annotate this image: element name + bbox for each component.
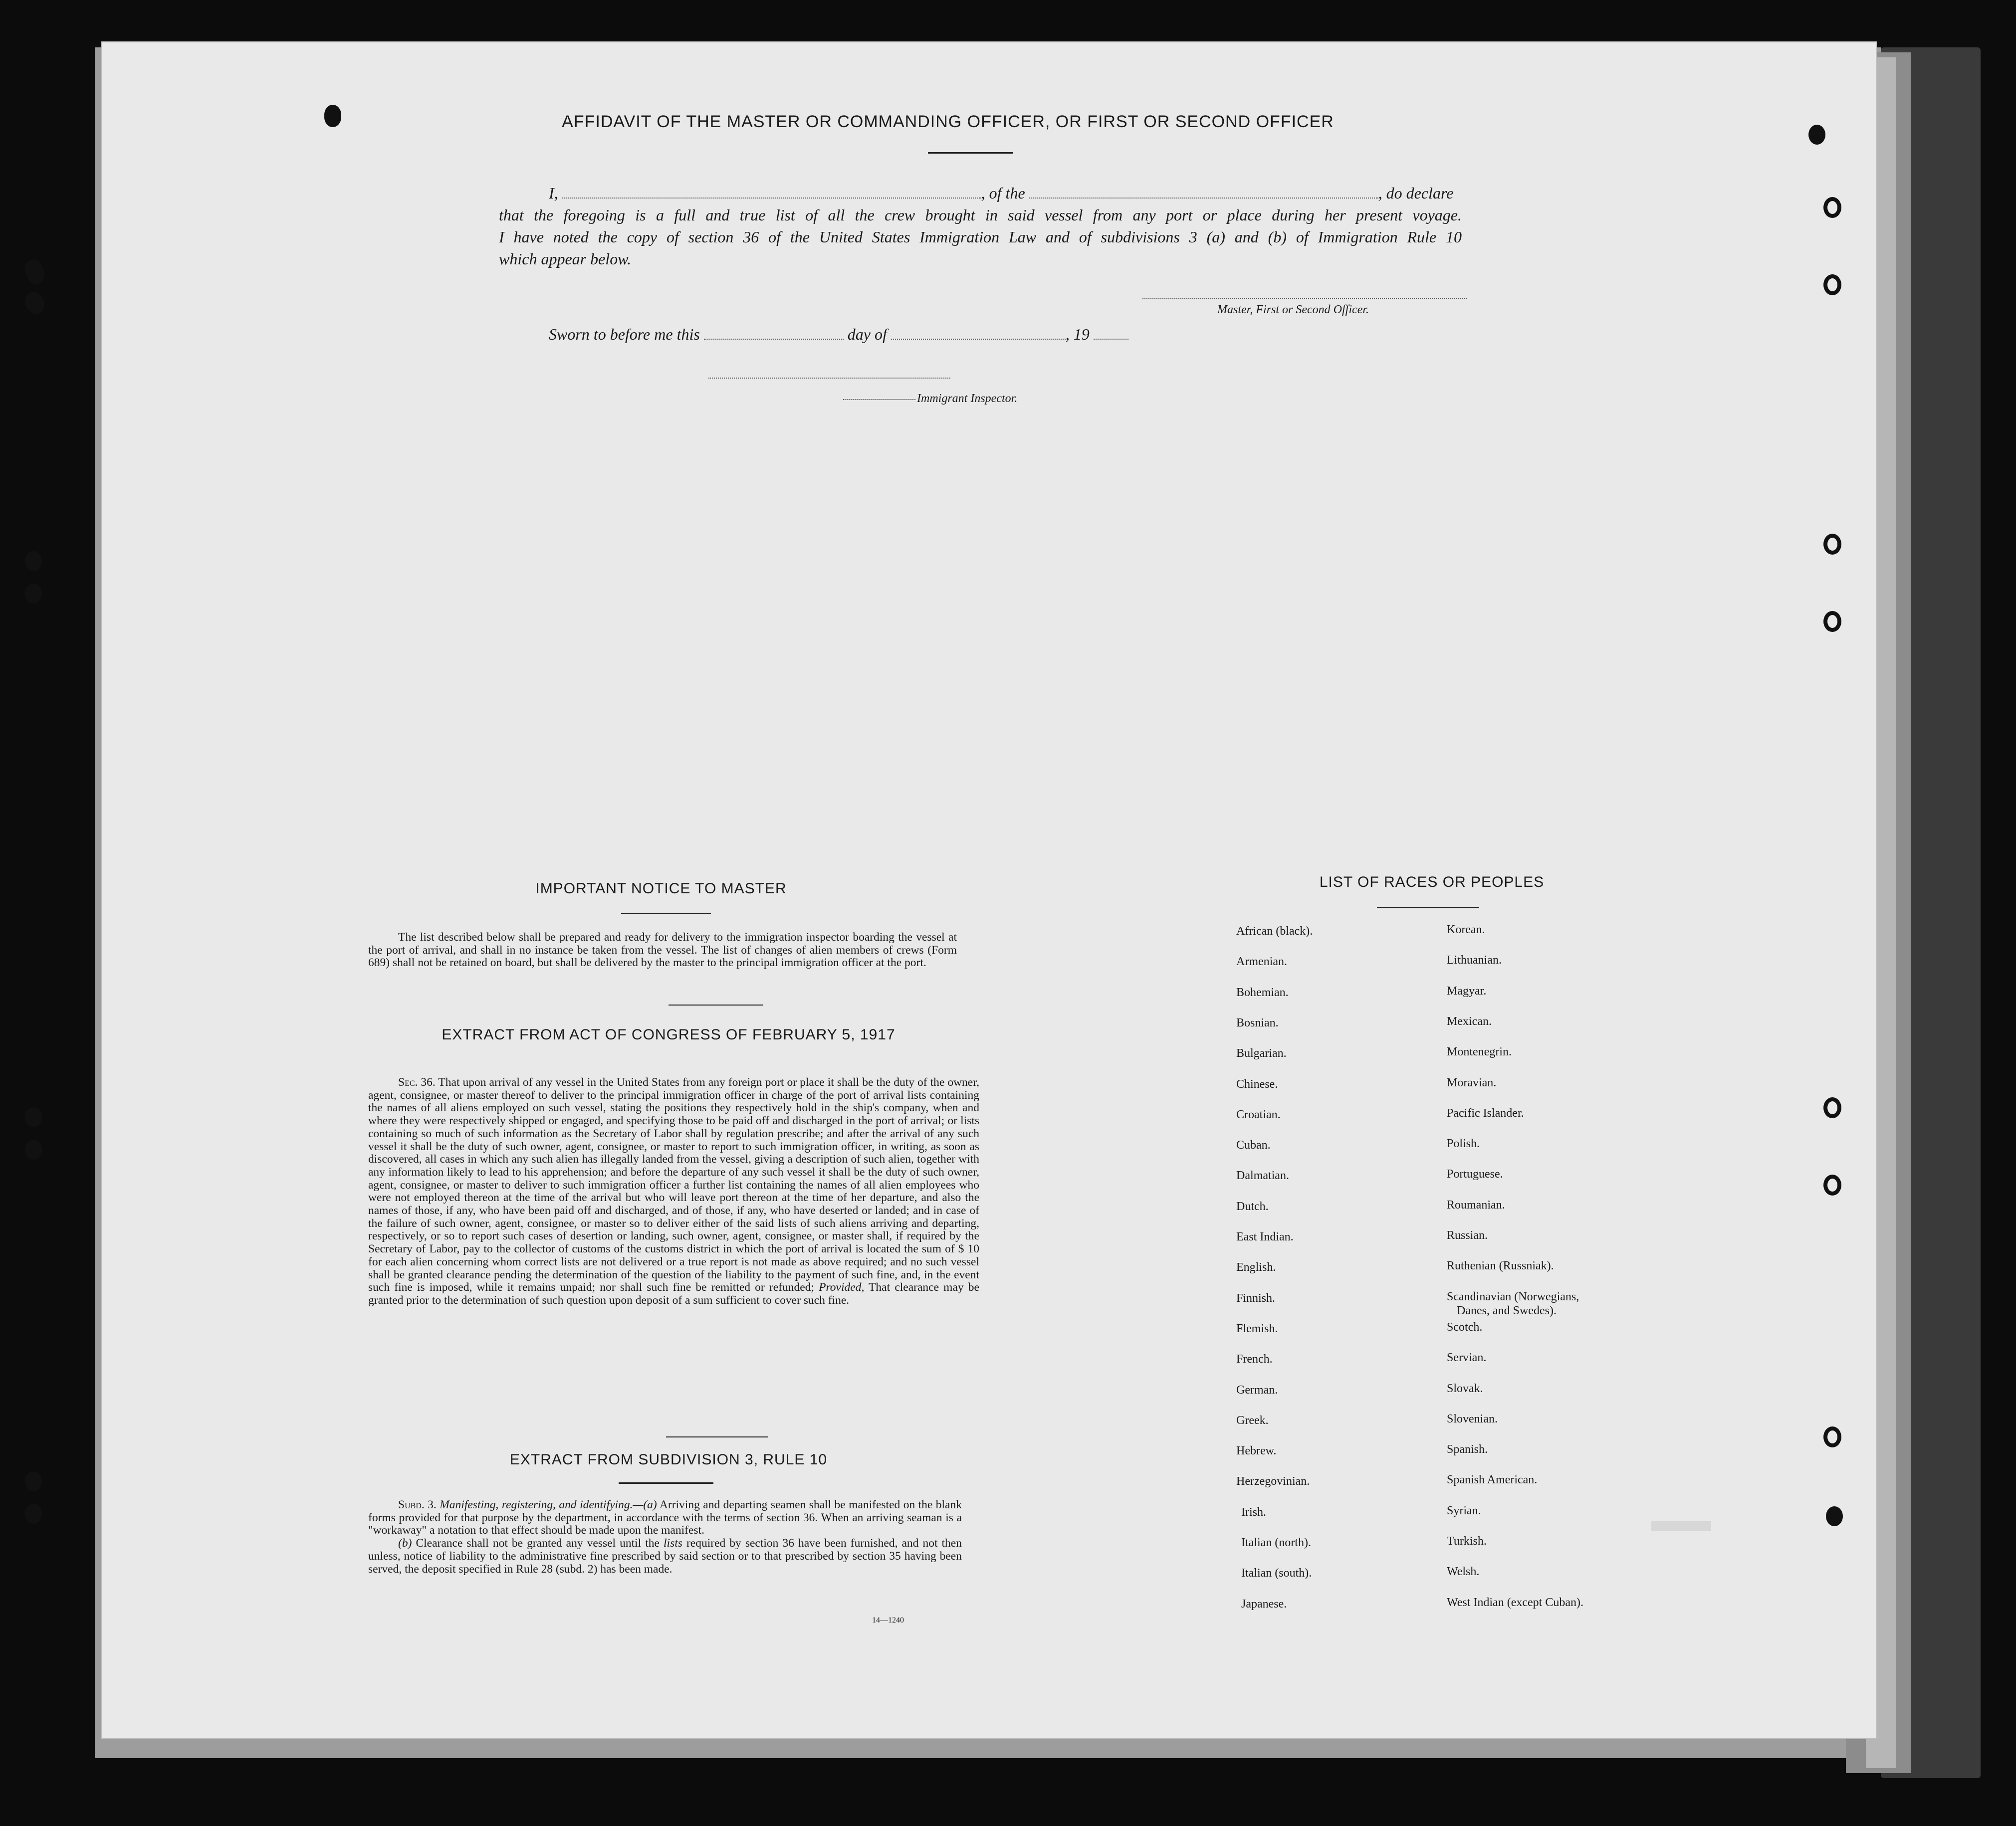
race-item: Pacific Islander.	[1447, 1106, 1524, 1120]
race-item: Armenian.	[1236, 955, 1287, 969]
month-blank[interactable]	[891, 339, 1066, 340]
subd-label: Subd. 3.	[398, 1498, 437, 1511]
affidavit-title: AFFIDAVIT OF THE MASTER OR COMMANDING OFFICER, OR FIRST OR SECOND OFFICER	[562, 112, 1334, 131]
notice-title: IMPORTANT NOTICE TO MASTER	[535, 880, 787, 897]
provided-label: Provided,	[819, 1281, 865, 1294]
race-item: Spanish American.	[1447, 1473, 1538, 1487]
race-item: Slovenian.	[1447, 1412, 1498, 1425]
divider	[1377, 907, 1479, 908]
inspector-label: Immigrant Inspector.	[917, 392, 1018, 405]
act-title: EXTRACT FROM ACT OF CONGRESS OF FEBRUARY 5, 1917	[442, 1026, 896, 1043]
form-number: 14—1240	[872, 1616, 904, 1624]
punch-hole	[25, 1471, 42, 1491]
rule-body	[368, 1499, 962, 1576]
race-item: African (black).	[1236, 925, 1313, 938]
race-item: Irish.	[1241, 1505, 1266, 1519]
rule-title: EXTRACT FROM SUBDIVISION 3, RULE 10	[509, 1451, 828, 1468]
punch-hole	[1823, 197, 1841, 218]
divider	[621, 913, 711, 914]
race-item: Scandinavian (Norwegians,	[1447, 1290, 1579, 1303]
race-item: Chinese.	[1236, 1077, 1278, 1091]
punch-hole	[1823, 534, 1841, 555]
punch-hole	[324, 105, 341, 125]
notice-text: The list described below shall be prepared and ready for delivery to the immigration inspector boarding the vessel at the port of arrival, and shall in no instance be taken from the vessel. The list of changes of alien members of crews (Form 689) shall not be retained on board, but shall be delivered by the master to the principal immigration officer at the port.	[368, 931, 957, 970]
race-item: Bohemian.	[1236, 986, 1289, 999]
race-item: Greek.	[1236, 1414, 1269, 1427]
inspector-signature-line[interactable]	[843, 399, 915, 400]
divider	[666, 1436, 768, 1437]
punch-hole	[25, 292, 42, 312]
year-blank[interactable]	[1094, 339, 1128, 340]
vessel-blank[interactable]	[1029, 198, 1378, 199]
race-item: Polish.	[1447, 1137, 1480, 1151]
race-item: Montenegrin.	[1447, 1045, 1512, 1059]
day-blank[interactable]	[704, 339, 844, 340]
rule-text-a: Arriving and departing seamen shall be manifested on the blank forms provided for that purpose by the department, in accordance with the terms of section 36. When an arriving seaman is a "workaway" a notation to that effect should be made upon the manifest.	[368, 1498, 962, 1537]
affidavit-line4: which appear below.	[499, 250, 632, 268]
b-label: (b)	[398, 1537, 412, 1550]
race-item: Japanese.	[1241, 1597, 1287, 1611]
race-item: Welsh.	[1447, 1565, 1480, 1579]
divider	[669, 1005, 763, 1006]
race-item: Syrian.	[1447, 1504, 1481, 1517]
provided-text: That clearance may be granted prior to the determination of such question upon deposit of a sum sufficient to cover such fine.	[368, 1281, 979, 1307]
punch-hole	[1823, 611, 1841, 632]
manifest-page	[102, 42, 1876, 1738]
race-item: Korean.	[1447, 923, 1485, 936]
smudge	[1651, 1521, 1711, 1531]
inspector-signature-line[interactable]	[708, 378, 950, 379]
race-item: Bulgarian.	[1236, 1047, 1287, 1060]
race-item: Slovak.	[1447, 1382, 1483, 1395]
sworn-line	[549, 325, 1128, 344]
affidavit-line2: that the foregoing is a full and true list of all the crew brought in said vessel from any port or place during her present voyage.	[499, 206, 1462, 224]
race-item: Ruthenian (Russniak).	[1447, 1259, 1554, 1273]
race-item: Finnish.	[1236, 1291, 1276, 1305]
race-item: French.	[1236, 1353, 1273, 1366]
punch-hole	[1823, 1426, 1841, 1447]
race-item: East Indian.	[1236, 1230, 1294, 1243]
act-text: That upon arrival of any vessel in the United States from any foreign port or place it shall be the duty of the owner, agent, consignee, or master thereof to deliver to the principal immigration officer in charge of the port of arrival lists containing the names of all aliens employed on such vessel, stating the positions they respectively hold in the ship's company, when and where they were respectively shipped or engaged, and specifying those to be paid off and discharged in the port of arrival; or lists containing so much of such information as the Secretary of Labor shall by regulation prescribe; and after the arrival of any such vessel it shall be the duty of such owner, agent, consignee, or master to report to such immigration officer, in writing, as soon as discovered, all cases in which any such alien has illegally landed from the vessel, giving a description of such alien, together with any information likely to lead to his apprehension; and before the departure of any such vessel it shall be the duty of such owner, agent, consignee, or master to deliver to such immigration officer a further list containing the names of all alien employees who were not employed thereon at the time of the arrival but who will leave port thereon at the time of her departure, and also the names of those, if any, who have been paid off and discharged, and of those, if any, who have deserted or landed; and in case of the failure of such owner, agent, consignee, or master so to deliver either of the said lists of such aliens arriving and departing, respectively, or so to report such cases of desertion or landing, such owner, agent, consignee, or master shall, if required by the Secretary of Labor, pay to the collector of customs of the customs district in which the port of arrival is located the sum of $ 10 for each alien concerning whom correct lists are not delivered or a true report is not made as above required; and no such vessel shall be granted clearance pending the determination of the question of the liability to the payment of such fine, and, in the event such fine is imposed, while it remains unpaid; nor shall such fine be remitted or refunded;	[368, 1076, 979, 1294]
punch-hole	[25, 1504, 42, 1524]
affidavit-text	[499, 182, 1462, 270]
punch-hole	[25, 551, 42, 571]
punch-hole	[25, 584, 42, 604]
race-item: Mexican.	[1447, 1014, 1492, 1028]
race-item: Magyar.	[1447, 984, 1487, 998]
race-item: Bosnian.	[1236, 1016, 1279, 1029]
race-item: West Indian (except Cuban).	[1447, 1596, 1583, 1609]
race-item: Cuban.	[1236, 1139, 1271, 1152]
sworn-b: day of	[847, 325, 887, 343]
race-item: Moravian.	[1447, 1076, 1497, 1089]
sworn-c: , 19	[1065, 325, 1090, 343]
race-item: Portuguese.	[1447, 1168, 1503, 1181]
race-item: Dutch.	[1236, 1200, 1269, 1213]
races-title: LIST OF RACES OR PEOPLES	[1319, 874, 1545, 890]
subd-heading: Manifesting, registering, and identifying.—(a)	[440, 1498, 657, 1511]
race-item: Turkish.	[1447, 1535, 1487, 1548]
race-item: Flemish.	[1236, 1322, 1278, 1335]
name-blank[interactable]	[562, 198, 981, 199]
punch-hole	[1823, 1175, 1841, 1196]
race-item: Italian (south).	[1241, 1567, 1312, 1580]
affidavit-line3: I have noted the copy of section 36 of the United States Immigration Law and of subdivisions 3 (a) and (b) of Immigration Rule 10	[499, 228, 1462, 246]
race-item: Dalmatian.	[1236, 1169, 1289, 1183]
race-item: Croatian.	[1236, 1108, 1281, 1121]
race-item: English.	[1236, 1261, 1276, 1274]
punch-hole	[1826, 1506, 1843, 1526]
act-body	[368, 1076, 979, 1307]
race-item: Hebrew.	[1236, 1444, 1277, 1458]
race-item: Servian.	[1447, 1351, 1487, 1365]
affidavit-line1-a: I,	[549, 184, 558, 202]
punch-hole	[25, 259, 42, 279]
race-item: Herzegovinian.	[1236, 1475, 1310, 1488]
signature-label: Master, First or Second Officer.	[1217, 303, 1369, 316]
race-item: Italian (north).	[1241, 1536, 1311, 1549]
race-item: Lithuanian.	[1447, 954, 1502, 967]
race-item: Scotch.	[1447, 1320, 1483, 1334]
race-item: Russian.	[1447, 1229, 1488, 1242]
punch-hole	[1808, 125, 1825, 145]
punch-hole	[25, 1140, 42, 1160]
punch-hole	[1823, 1097, 1841, 1118]
affidavit-line1-c: , do declare	[1378, 184, 1454, 202]
punch-hole	[25, 1107, 42, 1127]
race-item: Roumanian.	[1447, 1198, 1505, 1212]
punch-hole	[1823, 274, 1841, 295]
affidavit-line1-b: , of the	[981, 184, 1025, 202]
sworn-a: Sworn to before me this	[549, 325, 700, 343]
divider	[928, 152, 1013, 154]
notice-body	[368, 931, 957, 970]
race-item: Spanish.	[1447, 1443, 1488, 1456]
rule-text-b1: Clearance shall not be granted any vessel until the	[416, 1537, 660, 1550]
section-label: Sec. 36.	[398, 1076, 436, 1089]
race-item: Danes, and Swedes).	[1457, 1304, 1557, 1317]
rule-text-b2: required by section 36 have been furnished, and not then unless, notice of liability to the administrative fine prescribed by said section or to that prescribed by section 35 having been served, the deposit specified in Rule 28 (subd. 2) has been made.	[368, 1537, 962, 1576]
divider	[619, 1482, 713, 1484]
lists-word: lists	[664, 1537, 682, 1550]
signature-line[interactable]	[1142, 298, 1467, 299]
race-item: German.	[1236, 1383, 1278, 1397]
